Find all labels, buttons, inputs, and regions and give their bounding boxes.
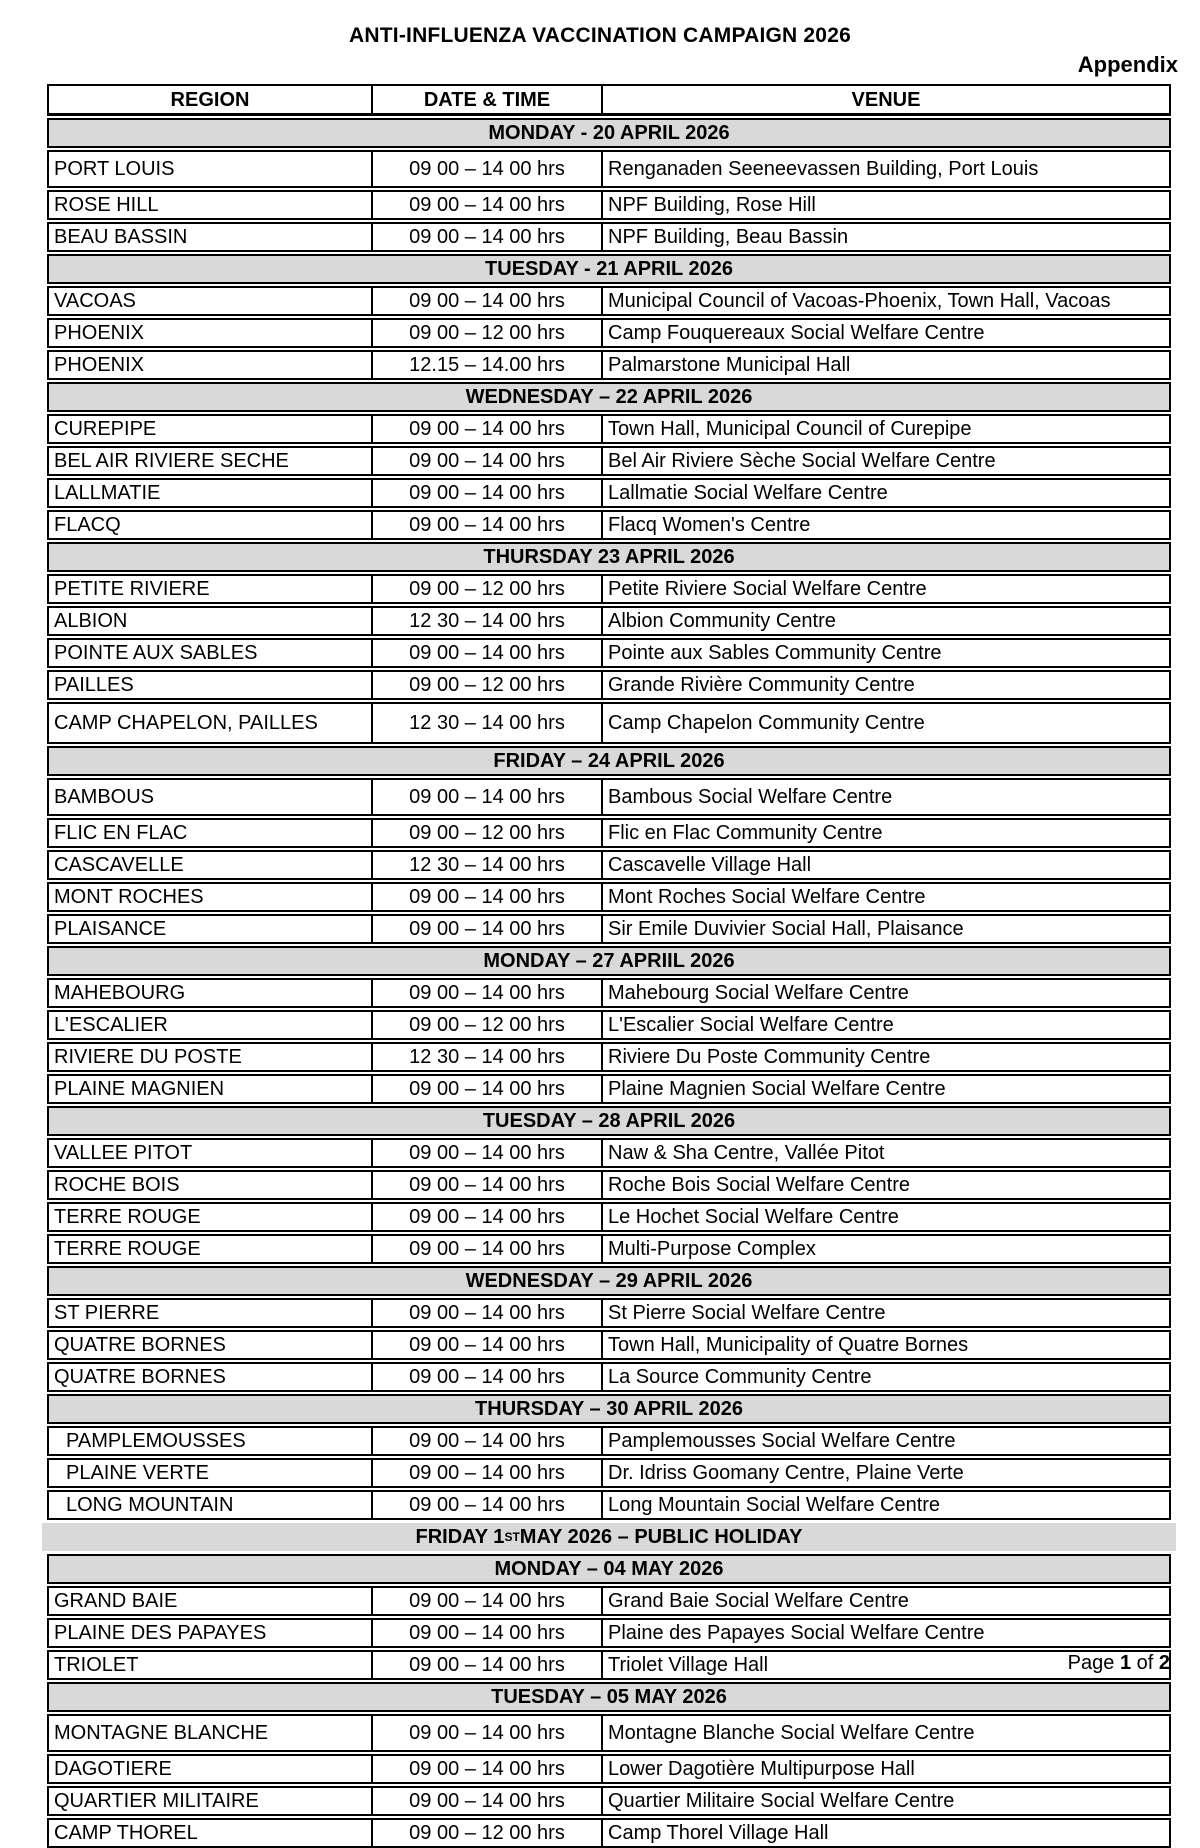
schedule-row	[47, 1786, 1171, 1816]
schedule-row	[47, 1618, 1171, 1648]
schedule-row	[47, 1202, 1171, 1232]
day-header: WEDNESDAY – 22 APRIL 2026	[47, 382, 1171, 412]
venue-cell: Riviere Du Poste Community Centre	[601, 1044, 1169, 1070]
schedule-row	[47, 1586, 1171, 1616]
time-cell: 09 00 – 14 00 hrs	[371, 980, 601, 1006]
time-cell: 09 00 – 14 00 hrs	[371, 480, 601, 506]
time-cell: 09 00 – 14 00 hrs	[371, 1364, 601, 1390]
time-cell: 09 00 – 14 00 hrs	[371, 1428, 601, 1454]
schedule-row	[47, 1362, 1171, 1392]
day-header: TUESDAY – 28 APRIL 2026	[47, 1106, 1171, 1136]
time-cell: 09 00 – 14 00 hrs	[371, 1652, 601, 1678]
schedule-row	[47, 286, 1171, 316]
column-header-venue: VENUE	[601, 86, 1169, 113]
venue-cell: NPF Building, Rose Hill	[601, 192, 1169, 218]
region-cell: GRAND BAIE	[54, 1590, 178, 1612]
schedule-row	[47, 1234, 1171, 1264]
region-cell: CAMP CHAPELON, PAILLES	[54, 712, 318, 734]
time-cell: 09 00 – 12 00 hrs	[371, 1820, 601, 1846]
region-cell: PLAISANCE	[54, 918, 167, 940]
region-cell: ROCHE BOIS	[54, 1174, 180, 1196]
schedule-table	[47, 84, 1171, 1848]
time-cell: 09 00 – 14 00 hrs	[371, 1172, 601, 1198]
schedule-row	[47, 850, 1171, 880]
schedule-row	[47, 150, 1171, 188]
time-cell: 09 00 – 14 00 hrs	[371, 448, 601, 474]
venue-cell: Pointe aux Sables Community Centre	[601, 640, 1169, 666]
venue-cell: Flic en Flac Community Centre	[601, 820, 1169, 846]
venue-cell: Lower Dagotière Multipurpose Hall	[601, 1756, 1169, 1782]
time-cell: 12.15 – 14.00 hrs	[371, 352, 601, 378]
time-cell: 12 30 – 14 00 hrs	[371, 608, 601, 634]
region-cell: PHOENIX	[54, 322, 145, 344]
time-cell: 09 00 – 12 00 hrs	[371, 1012, 601, 1038]
region-cell: L'ESCALIER	[54, 1014, 168, 1036]
venue-cell: Renganaden Seeneevassen Building, Port Louis	[601, 152, 1169, 186]
venue-cell: Mahebourg Social Welfare Centre	[601, 980, 1169, 1006]
time-cell: 09 00 – 12 00 hrs	[371, 576, 601, 602]
region-cell: ALBION	[54, 610, 128, 632]
region-cell: ROSE HILL	[54, 194, 159, 216]
region-cell: MONT ROCHES	[54, 886, 204, 908]
venue-cell: Plaine Magnien Social Welfare Centre	[601, 1076, 1169, 1102]
venue-cell: Roche Bois Social Welfare Centre	[601, 1172, 1169, 1198]
column-header-region: REGION	[170, 88, 250, 111]
region-cell: FLACQ	[54, 514, 121, 536]
day-header: MONDAY – 27 APRIIL 2026	[47, 946, 1171, 976]
venue-cell: Flacq Women's Centre	[601, 512, 1169, 538]
holiday-banner-text: MAY 2026 – PUBLIC HOLIDAY	[519, 1525, 803, 1548]
venue-cell: Le Hochet Social Welfare Centre	[601, 1204, 1169, 1230]
venue-cell: Plaine des Papayes Social Welfare Centre	[601, 1620, 1169, 1646]
venue-cell: Lallmatie Social Welfare Centre	[601, 480, 1169, 506]
time-cell: 12 30 – 14 00 hrs	[371, 1044, 601, 1070]
schedule-row	[47, 1074, 1171, 1104]
day-header: WEDNESDAY – 29 APRIL 2026	[47, 1266, 1171, 1296]
schedule-row	[47, 1138, 1171, 1168]
time-cell: 09 00 – 12 00 hrs	[371, 820, 601, 846]
time-cell: 09 00 – 14 00 hrs	[371, 1300, 601, 1326]
time-cell: 09 00 – 14 00 hrs	[371, 224, 601, 250]
schedule-row	[47, 978, 1171, 1008]
appendix-label: Appendix	[1077, 52, 1178, 77]
time-cell: 12 30 – 14 00 hrs	[371, 852, 601, 878]
region-cell: PLAINE MAGNIEN	[54, 1078, 225, 1100]
venue-cell: Bel Air Riviere Sèche Social Welfare Centre	[601, 448, 1169, 474]
venue-cell: Town Hall, Municipality of Quatre Bornes	[601, 1332, 1169, 1358]
schedule-row	[47, 1042, 1171, 1072]
schedule-row	[47, 574, 1171, 604]
day-header: MONDAY – 04 MAY 2026	[47, 1554, 1171, 1584]
venue-cell: Municipal Council of Vacoas-Phoenix, Town Hall, Vacoas	[601, 288, 1169, 314]
region-cell: VACOAS	[54, 290, 136, 312]
time-cell: 09 00 – 14 00 hrs	[371, 192, 601, 218]
schedule-row	[47, 318, 1171, 348]
venue-cell: Grande Rivière Community Centre	[601, 672, 1169, 698]
venue-cell: La Source Community Centre	[601, 1364, 1169, 1390]
time-cell: 09 00 – 14 00 hrs	[371, 1076, 601, 1102]
page-title: ANTI-INFLUENZA VACCINATION CAMPAIGN 2026	[349, 24, 851, 47]
schedule-row	[47, 1010, 1171, 1040]
venue-cell: Camp Fouquereaux Social Welfare Centre	[601, 320, 1169, 346]
venue-cell: Albion Community Centre	[601, 608, 1169, 634]
day-header: TUESDAY – 05 MAY 2026	[47, 1682, 1171, 1712]
time-cell: 09 00 – 14 00 hrs	[371, 1788, 601, 1814]
schedule-row	[47, 1458, 1171, 1488]
venue-cell: Cascavelle Village Hall	[601, 852, 1169, 878]
schedule-row	[47, 350, 1171, 380]
venue-cell: Grand Baie Social Welfare Centre	[601, 1588, 1169, 1614]
time-cell: 09 00 – 14 00 hrs	[371, 780, 601, 814]
region-cell: BEL AIR RIVIERE SECHE	[54, 450, 289, 472]
time-cell: 09 00 – 14 00 hrs	[371, 1492, 601, 1518]
table-header-row	[47, 84, 1171, 116]
region-cell: CASCAVELLE	[54, 854, 184, 876]
holiday-banner: FRIDAY 1 ST MAY 2026 – PUBLIC HOLIDAY	[42, 1523, 1176, 1551]
time-cell: 09 00 – 14 00 hrs	[371, 416, 601, 442]
time-cell: 09 00 – 14 00 hrs	[371, 512, 601, 538]
venue-cell: Pamplemousses Social Welfare Centre	[601, 1428, 1169, 1454]
day-header: THURSDAY 23 APRIL 2026	[47, 542, 1171, 572]
region-cell: DAGOTIERE	[54, 1758, 172, 1780]
time-cell: 09 00 – 14 00 hrs	[371, 640, 601, 666]
region-cell: MONTAGNE BLANCHE	[54, 1722, 269, 1744]
region-cell: TERRE ROUGE	[54, 1206, 201, 1228]
schedule-row	[47, 818, 1171, 848]
time-cell: 09 00 – 14 00 hrs	[371, 1756, 601, 1782]
region-cell: CUREPIPE	[54, 418, 157, 440]
region-cell: RIVIERE DU POSTE	[54, 1046, 242, 1068]
region-cell: TRIOLET	[54, 1654, 139, 1676]
region-cell: BEAU BASSIN	[54, 226, 188, 248]
region-cell: ST PIERRE	[54, 1302, 160, 1324]
region-cell: PLAINE VERTE	[66, 1462, 210, 1484]
venue-cell: Camp Thorel Village Hall	[601, 1820, 1169, 1846]
schedule-row	[47, 222, 1171, 252]
schedule-row	[47, 638, 1171, 668]
day-header: MONDAY - 20 APRIL 2026	[47, 118, 1171, 148]
schedule-row	[47, 1650, 1171, 1680]
time-cell: 09 00 – 14 00 hrs	[371, 916, 601, 942]
schedule-row	[47, 670, 1171, 700]
venue-cell: Quartier Militaire Social Welfare Centre	[601, 1788, 1169, 1814]
holiday-banner-text: FRIDAY 1	[415, 1525, 505, 1548]
venue-cell: Triolet Village Hall	[601, 1652, 1169, 1678]
region-cell: FLIC EN FLAC	[54, 822, 188, 844]
region-cell: LALLMATIE	[54, 482, 161, 504]
region-cell: PHOENIX	[54, 354, 145, 376]
region-cell: CAMP THOREL	[54, 1822, 198, 1844]
schedule-row	[47, 1754, 1171, 1784]
schedule-row	[47, 1426, 1171, 1456]
region-cell: PAILLES	[54, 674, 134, 696]
column-header-datetime: DATE & TIME	[371, 86, 601, 113]
footer-page-number: 1	[1119, 1652, 1132, 1674]
schedule-row	[47, 882, 1171, 912]
venue-cell: Petite Riviere Social Welfare Centre	[601, 576, 1169, 602]
day-header: FRIDAY – 24 APRIL 2026	[47, 746, 1171, 776]
schedule-row	[47, 1818, 1171, 1848]
venue-cell: St Pierre Social Welfare Centre	[601, 1300, 1169, 1326]
venue-cell: Camp Chapelon Community Centre	[601, 704, 1169, 742]
page-number-footer	[1068, 1652, 1170, 1675]
time-cell: 12 30 – 14 00 hrs	[371, 704, 601, 742]
schedule-row	[47, 702, 1171, 744]
time-cell: 09 00 – 12 00 hrs	[371, 320, 601, 346]
venue-cell: L'Escalier Social Welfare Centre	[601, 1012, 1169, 1038]
time-cell: 09 00 – 14 00 hrs	[371, 1332, 601, 1358]
venue-cell: Multi-Purpose Complex	[601, 1236, 1169, 1262]
region-cell: QUARTIER MILITAIRE	[54, 1790, 259, 1812]
day-header: THURSDAY – 30 APRIL 2026	[47, 1394, 1171, 1424]
time-cell: 09 00 – 14 00 hrs	[371, 1204, 601, 1230]
region-cell: TERRE ROUGE	[54, 1238, 201, 1260]
region-cell: PETITE RIVIERE	[54, 578, 210, 600]
region-cell: MAHEBOURG	[54, 982, 186, 1004]
region-cell: QUATRE BORNES	[54, 1366, 226, 1388]
time-cell: 09 00 – 14 00 hrs	[371, 1140, 601, 1166]
time-cell: 09 00 – 14 00 hrs	[371, 1716, 601, 1750]
venue-cell: Long Mountain Social Welfare Centre	[601, 1492, 1169, 1518]
region-cell: PAMPLEMOUSSES	[66, 1430, 246, 1452]
footer-total-pages: 2	[1158, 1652, 1170, 1674]
venue-cell: Montagne Blanche Social Welfare Centre	[601, 1716, 1169, 1750]
venue-cell: Palmarstone Municipal Hall	[601, 352, 1169, 378]
time-cell: 09 00 – 12 00 hrs	[371, 672, 601, 698]
schedule-row	[47, 1714, 1171, 1752]
time-cell: 09 00 – 14 00 hrs	[371, 1620, 601, 1646]
footer-prefix: Page	[1067, 1652, 1115, 1674]
schedule-row	[47, 1330, 1171, 1360]
schedule-row	[47, 1170, 1171, 1200]
time-cell: 09 00 – 14 00 hrs	[371, 288, 601, 314]
schedule-row	[47, 478, 1171, 508]
schedule-row	[47, 778, 1171, 816]
schedule-row	[47, 446, 1171, 476]
time-cell: 09 00 – 14 00 hrs	[371, 1460, 601, 1486]
region-cell: POINTE AUX SABLES	[54, 642, 258, 664]
time-cell: 09 00 – 14 00 hrs	[371, 1236, 601, 1262]
schedule-row	[47, 414, 1171, 444]
schedule-row	[47, 190, 1171, 220]
venue-cell: Naw & Sha Centre, Vallée Pitot	[601, 1140, 1169, 1166]
footer-separator: of	[1136, 1652, 1154, 1674]
venue-cell: Mont Roches Social Welfare Centre	[601, 884, 1169, 910]
venue-cell: Bambous Social Welfare Centre	[601, 780, 1169, 814]
region-cell: PORT LOUIS	[54, 158, 175, 180]
region-cell: VALLEE PITOT	[54, 1142, 193, 1164]
time-cell: 09 00 – 14 00 hrs	[371, 1588, 601, 1614]
venue-cell: Town Hall, Municipal Council of Curepipe	[601, 416, 1169, 442]
time-cell: 09 00 – 14 00 hrs	[371, 884, 601, 910]
schedule-row	[47, 1490, 1171, 1520]
time-cell: 09 00 – 14 00 hrs	[371, 152, 601, 186]
region-cell: BAMBOUS	[54, 786, 155, 808]
region-cell: PLAINE DES PAPAYES	[54, 1622, 267, 1644]
schedule-row	[47, 914, 1171, 944]
venue-cell: NPF Building, Beau Bassin	[601, 224, 1169, 250]
venue-cell: Sir Emile Duvivier Social Hall, Plaisance	[601, 916, 1169, 942]
schedule-row	[47, 510, 1171, 540]
day-header: TUESDAY - 21 APRIL 2026	[47, 254, 1171, 284]
schedule-row	[47, 606, 1171, 636]
region-cell: LONG MOUNTAIN	[66, 1494, 234, 1516]
venue-cell: Dr. Idriss Goomany Centre, Plaine Verte	[601, 1460, 1169, 1486]
region-cell: QUATRE BORNES	[54, 1334, 226, 1356]
schedule-row	[47, 1298, 1171, 1328]
